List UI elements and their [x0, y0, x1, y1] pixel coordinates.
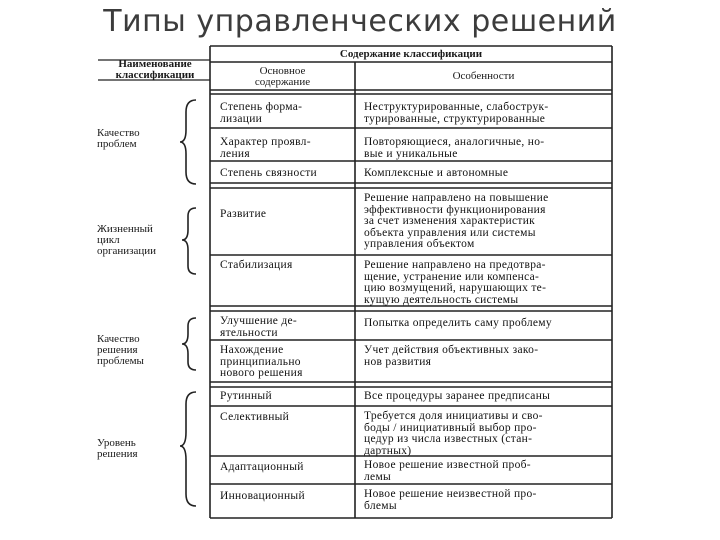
feature-cell: Требуется доля инициативы и сво- боды / инициативный выбор про- цедур из числа известных (стан- дартных)	[364, 410, 543, 457]
header-basic-content: Основное содержание	[254, 65, 311, 88]
header-classification-name: Наименование классификации	[115, 58, 195, 81]
feature-cell: Решение направлено на повышение эффективности функционирования за счет изменения характеристик объекта управления или системы управления объектом	[364, 192, 549, 250]
group-label: Качество решения проблемы	[97, 333, 144, 367]
feature-cell: Повторяющиеся, аналогичные, но- вые и уникальные	[364, 136, 545, 160]
feature-cell: Учет действия объективных зако- нов развития	[364, 344, 539, 368]
group-label: Жизненный цикл организации	[97, 223, 157, 257]
basic-cell: Рутинный	[220, 390, 272, 402]
basic-cell: Развитие	[220, 208, 267, 220]
basic-cell: Улучшение де- ятельности	[220, 315, 298, 339]
group-label: Качество проблем	[97, 127, 140, 150]
feature-cell: Решение направлено на предотвра- щение, устранение или компенса- цию возмущений, нарушающих те- кущую деятельность системы	[364, 259, 547, 306]
basic-cell: Селективный	[220, 411, 290, 423]
basic-cell: Нахождение принципиально нового решения	[220, 344, 303, 379]
basic-cell: Характер проявл- ления	[220, 136, 311, 160]
basic-cell: Адаптационный	[220, 461, 304, 473]
header-classification-content: Содержание классификации	[339, 48, 483, 60]
feature-cell: Попытка определить саму проблему	[364, 317, 552, 329]
feature-cell: Новое решение известной проб- лемы	[364, 459, 531, 483]
basic-cell: Инновационный	[220, 490, 305, 502]
group-braces	[180, 100, 196, 506]
feature-cell: Комплексные и автономные	[364, 167, 509, 179]
group-label: Уровень решения	[97, 437, 138, 460]
feature-cell: Новое решение неизвестной про- блемы	[364, 488, 537, 512]
feature-cell: Неструктурированные, слабострук- турированные, структурированные	[364, 101, 549, 125]
header-features: Особенности	[452, 70, 515, 82]
basic-cell: Стабилизация	[220, 259, 293, 271]
basic-cell: Степень форма- лизации	[220, 101, 303, 125]
basic-cell: Степень связности	[220, 167, 317, 179]
feature-cell: Все процедуры заранее предписаны	[364, 390, 551, 402]
slide-title: Типы управленческих решений	[103, 4, 617, 39]
